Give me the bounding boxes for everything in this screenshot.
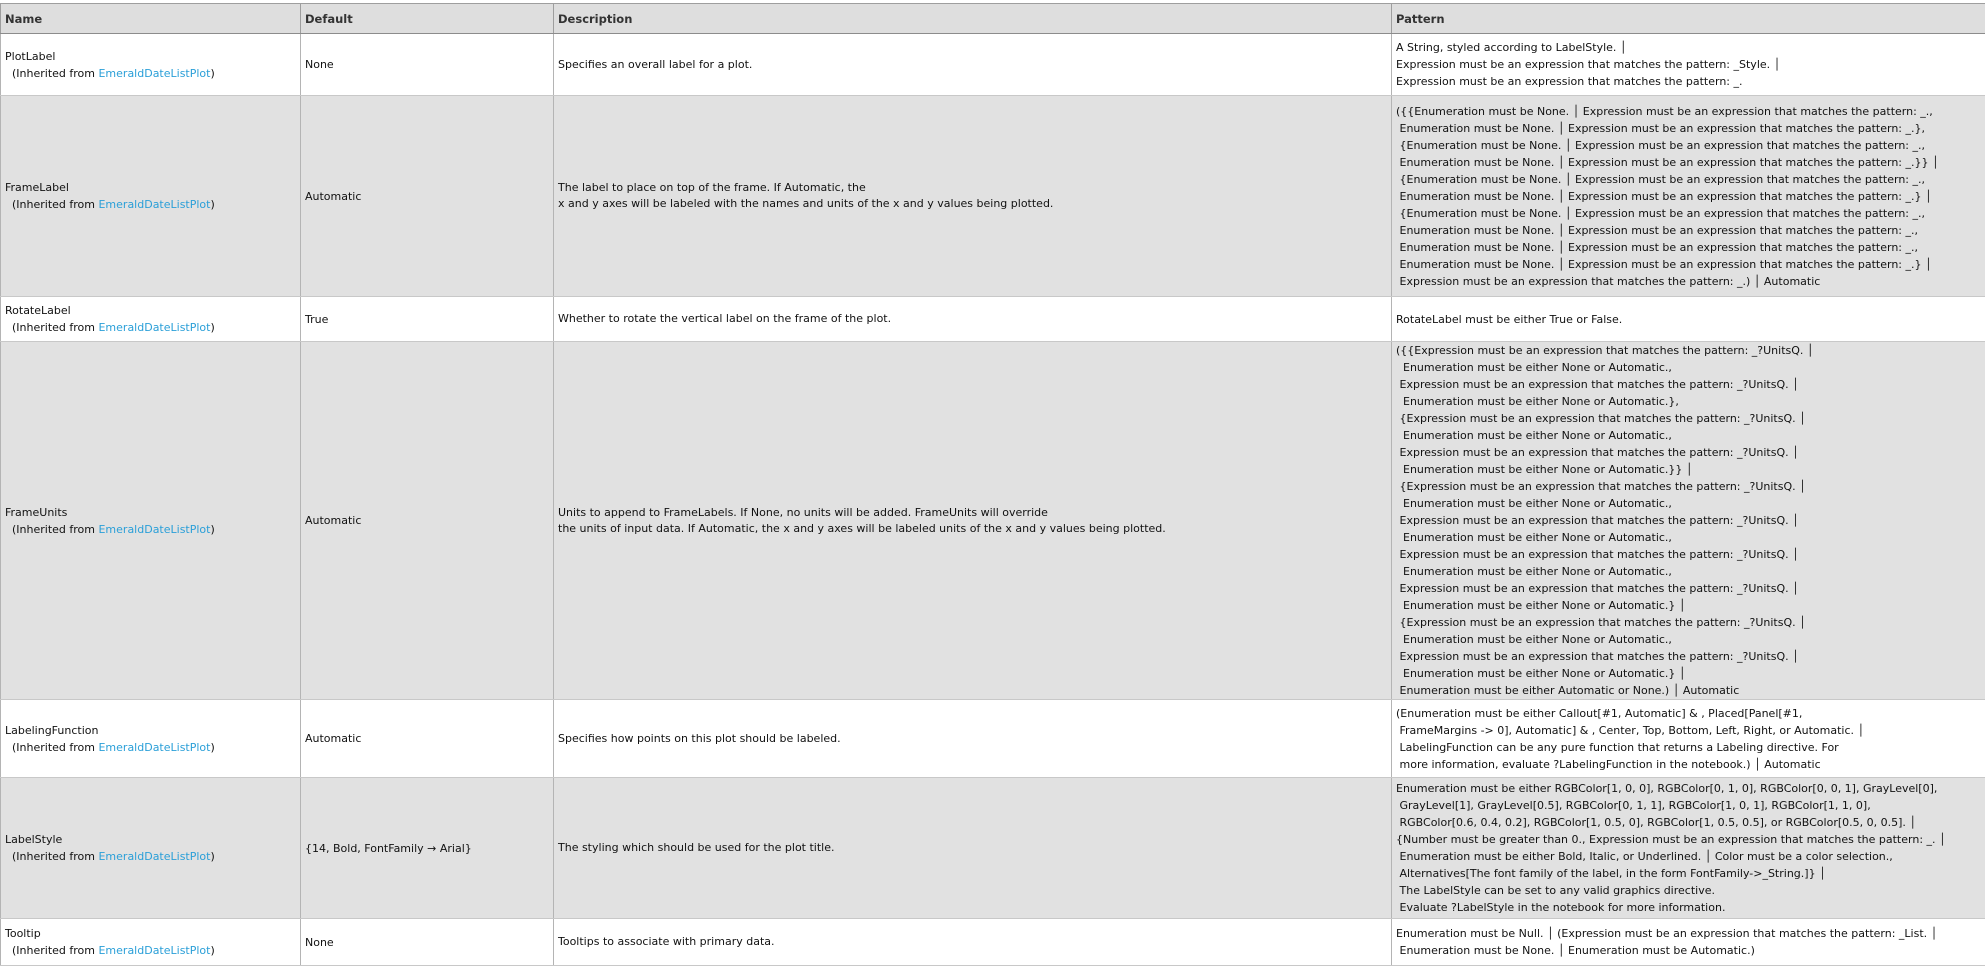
pattern-line: Enumeration must be None. │ Expression must be an expression that matches the pattern: _.} │ <box>1396 256 1981 273</box>
option-default-cell: Automatic <box>301 342 554 700</box>
description-line: Units to append to FrameLabels. If None, no units will be added. FrameUnits will override <box>558 505 1387 521</box>
inherited-prefix: (Inherited from <box>12 67 98 80</box>
option-name: FrameLabel <box>5 179 296 196</box>
option-description-cell <box>554 778 1392 919</box>
pattern-line: Enumeration must be None. │ Expression must be an expression that matches the pattern: _.}, <box>1396 120 1981 137</box>
option-description-cell <box>554 96 1392 297</box>
option-pattern-cell <box>1392 700 1985 778</box>
pattern-line: Enumeration must be either None or Automatic.}} │ <box>1396 461 1981 478</box>
pattern-line: A String, styled according to LabelStyle. │ <box>1396 39 1981 56</box>
option-default-cell: True <box>301 297 554 342</box>
option-pattern-cell <box>1392 342 1985 700</box>
inherited-prefix: (Inherited from <box>12 523 98 536</box>
inherited-suffix: ) <box>210 198 214 211</box>
table-row <box>1 919 1985 966</box>
pattern-line: Enumeration must be either None or Automatic.} │ <box>1396 597 1981 614</box>
pattern-line: ({{Expression must be an expression that matches the pattern: _?UnitsQ. │ <box>1396 342 1981 359</box>
inherited-from <box>5 319 296 336</box>
option-description-cell <box>554 34 1392 96</box>
pattern-line: {Enumeration must be None. │ Expression must be an expression that matches the pattern: _., <box>1396 205 1981 222</box>
option-description-cell <box>554 700 1392 778</box>
option-name: RotateLabel <box>5 302 296 319</box>
option-pattern-cell <box>1392 919 1985 966</box>
table-body <box>1 34 1985 966</box>
pattern-line: more information, evaluate ?LabelingFunction in the notebook.) │ Automatic <box>1396 756 1981 773</box>
pattern-line: (Enumeration must be either Callout[#1, Automatic] & , Placed[Panel[#1, <box>1396 705 1981 722</box>
header-default: Default <box>301 4 554 34</box>
inherited-link[interactable]: EmeraldDateListPlot <box>98 944 210 957</box>
option-name: LabelingFunction <box>5 722 296 739</box>
description-line: Whether to rotate the vertical label on the frame of the plot. <box>558 311 1387 327</box>
pattern-line: {Number must be greater than 0., Expression must be an expression that matches the pattern: _. │ <box>1396 831 1981 848</box>
options-table <box>0 3 1985 966</box>
option-name-cell <box>1 297 301 342</box>
pattern-line: Enumeration must be None. │ Enumeration must be Automatic.) <box>1396 942 1981 959</box>
option-name-cell <box>1 778 301 919</box>
pattern-line: Expression must be an expression that matches the pattern: _?UnitsQ. │ <box>1396 512 1981 529</box>
pattern-line: Enumeration must be either None or Automatic., <box>1396 359 1981 376</box>
option-pattern-cell <box>1392 34 1985 96</box>
pattern-line: {Enumeration must be None. │ Expression must be an expression that matches the pattern: _., <box>1396 137 1981 154</box>
pattern-line: FrameMargins -> 0], Automatic] & , Center, Top, Bottom, Left, Right, or Automatic. │ <box>1396 722 1981 739</box>
table-row <box>1 34 1985 96</box>
description-line: Specifies how points on this plot should be labeled. <box>558 731 1387 747</box>
inherited-prefix: (Inherited from <box>12 944 98 957</box>
inherited-link[interactable]: EmeraldDateListPlot <box>98 67 210 80</box>
inherited-from <box>5 739 296 756</box>
table-header-row <box>1 4 1985 34</box>
inherited-suffix: ) <box>210 67 214 80</box>
pattern-line: GrayLevel[1], GrayLevel[0.5], RGBColor[0, 1, 1], RGBColor[1, 0, 1], RGBColor[1, 1, 0], <box>1396 797 1981 814</box>
inherited-from <box>5 521 296 538</box>
description-line: the units of input data. If Automatic, the x and y axes will be labeled units of the x and y values being plotted. <box>558 521 1387 537</box>
table-row <box>1 700 1985 778</box>
option-description-cell <box>554 342 1392 700</box>
inherited-from <box>5 65 296 82</box>
option-name: PlotLabel <box>5 48 296 65</box>
table-row <box>1 96 1985 297</box>
pattern-line: Expression must be an expression that matches the pattern: _?UnitsQ. │ <box>1396 444 1981 461</box>
option-name-cell <box>1 919 301 966</box>
pattern-line: Expression must be an expression that matches the pattern: _.) │ Automatic <box>1396 273 1981 290</box>
inherited-prefix: (Inherited from <box>12 198 98 211</box>
pattern-line: Enumeration must be either None or Automatic., <box>1396 427 1981 444</box>
option-name-cell <box>1 700 301 778</box>
header-pattern: Pattern <box>1392 4 1985 34</box>
pattern-line: ({{Enumeration must be None. │ Expression must be an expression that matches the pattern: _., <box>1396 103 1981 120</box>
option-pattern-cell <box>1392 96 1985 297</box>
description-line: Tooltips to associate with primary data. <box>558 934 1387 950</box>
pattern-line: {Expression must be an expression that matches the pattern: _?UnitsQ. │ <box>1396 410 1981 427</box>
pattern-line: Alternatives[The font family of the label, in the form FontFamily->_String.]} │ <box>1396 865 1981 882</box>
inherited-from <box>5 942 296 959</box>
option-default-cell: None <box>301 919 554 966</box>
inherited-prefix: (Inherited from <box>12 321 98 334</box>
pattern-line: Enumeration must be either None or Automatic., <box>1396 631 1981 648</box>
inherited-prefix: (Inherited from <box>12 741 98 754</box>
pattern-line: The LabelStyle can be set to any valid graphics directive. <box>1396 882 1981 899</box>
pattern-line: Evaluate ?LabelStyle in the notebook for more information. <box>1396 899 1981 916</box>
pattern-line: Enumeration must be either None or Automatic., <box>1396 495 1981 512</box>
option-description-cell <box>554 919 1392 966</box>
option-default-cell: None <box>301 34 554 96</box>
option-default-cell: Automatic <box>301 96 554 297</box>
pattern-line: Expression must be an expression that matches the pattern: _?UnitsQ. │ <box>1396 376 1981 393</box>
pattern-line: Enumeration must be either Automatic or None.) │ Automatic <box>1396 682 1981 699</box>
description-line: Specifies an overall label for a plot. <box>558 57 1387 73</box>
option-name: FrameUnits <box>5 504 296 521</box>
option-name-cell <box>1 34 301 96</box>
inherited-suffix: ) <box>210 850 214 863</box>
inherited-link[interactable]: EmeraldDateListPlot <box>98 321 210 334</box>
inherited-from <box>5 196 296 213</box>
pattern-line: Enumeration must be either Bold, Italic, or Underlined. │ Color must be a color selection., <box>1396 848 1981 865</box>
pattern-line: Expression must be an expression that matches the pattern: _. <box>1396 73 1981 90</box>
option-name-cell <box>1 342 301 700</box>
inherited-link[interactable]: EmeraldDateListPlot <box>98 850 210 863</box>
option-default-cell: Automatic <box>301 700 554 778</box>
header-description: Description <box>554 4 1392 34</box>
description-line: The styling which should be used for the plot title. <box>558 840 1387 856</box>
inherited-link[interactable]: EmeraldDateListPlot <box>98 198 210 211</box>
pattern-line: Enumeration must be Null. │ (Expression must be an expression that matches the pattern: _List. │ <box>1396 925 1981 942</box>
header-name: Name <box>1 4 301 34</box>
table-row <box>1 297 1985 342</box>
table-row <box>1 778 1985 919</box>
pattern-line: Enumeration must be None. │ Expression must be an expression that matches the pattern: _.}} │ <box>1396 154 1981 171</box>
pattern-line: Enumeration must be either None or Automatic., <box>1396 529 1981 546</box>
inherited-link[interactable]: EmeraldDateListPlot <box>98 523 210 536</box>
pattern-line: {Expression must be an expression that matches the pattern: _?UnitsQ. │ <box>1396 478 1981 495</box>
inherited-link[interactable]: EmeraldDateListPlot <box>98 741 210 754</box>
table-row <box>1 342 1985 700</box>
pattern-line: Enumeration must be None. │ Expression must be an expression that matches the pattern: _., <box>1396 222 1981 239</box>
pattern-line: Enumeration must be either None or Automatic.}, <box>1396 393 1981 410</box>
option-default-cell: {14, Bold, FontFamily → Arial} <box>301 778 554 919</box>
description-line: x and y axes will be labeled with the names and units of the x and y values being plotted. <box>558 196 1387 212</box>
inherited-from <box>5 848 296 865</box>
option-pattern-cell <box>1392 297 1985 342</box>
inherited-suffix: ) <box>210 944 214 957</box>
option-name: Tooltip <box>5 925 296 942</box>
inherited-prefix: (Inherited from <box>12 850 98 863</box>
pattern-line: Enumeration must be None. │ Expression must be an expression that matches the pattern: _.} │ <box>1396 188 1981 205</box>
pattern-line: Expression must be an expression that matches the pattern: _?UnitsQ. │ <box>1396 648 1981 665</box>
pattern-line: {Enumeration must be None. │ Expression must be an expression that matches the pattern: _., <box>1396 171 1981 188</box>
pattern-line: Expression must be an expression that matches the pattern: _?UnitsQ. │ <box>1396 546 1981 563</box>
pattern-line: RotateLabel must be either True or False. <box>1396 311 1981 328</box>
pattern-line: Expression must be an expression that matches the pattern: _?UnitsQ. │ <box>1396 580 1981 597</box>
pattern-line: {Expression must be an expression that matches the pattern: _?UnitsQ. │ <box>1396 614 1981 631</box>
inherited-suffix: ) <box>210 523 214 536</box>
option-description-cell <box>554 297 1392 342</box>
option-pattern-cell <box>1392 778 1985 919</box>
pattern-line: RGBColor[0.6, 0.4, 0.2], RGBColor[1, 0.5, 0], RGBColor[1, 0.5, 0.5], or RGBColor[0.5, 0, 0.5]. │ <box>1396 814 1981 831</box>
pattern-line: Expression must be an expression that matches the pattern: _Style. │ <box>1396 56 1981 73</box>
pattern-line: LabelingFunction can be any pure function that returns a Labeling directive. For <box>1396 739 1981 756</box>
description-line: The label to place on top of the frame. If Automatic, the <box>558 180 1387 196</box>
pattern-line: Enumeration must be None. │ Expression must be an expression that matches the pattern: _., <box>1396 239 1981 256</box>
pattern-line: Enumeration must be either None or Automatic.} │ <box>1396 665 1981 682</box>
option-name: LabelStyle <box>5 831 296 848</box>
option-name-cell <box>1 96 301 297</box>
inherited-suffix: ) <box>210 741 214 754</box>
pattern-line: Enumeration must be either None or Automatic., <box>1396 563 1981 580</box>
inherited-suffix: ) <box>210 321 214 334</box>
pattern-line: Enumeration must be either RGBColor[1, 0, 0], RGBColor[0, 1, 0], RGBColor[0, 0, 1], GrayLevel[0], <box>1396 780 1981 797</box>
